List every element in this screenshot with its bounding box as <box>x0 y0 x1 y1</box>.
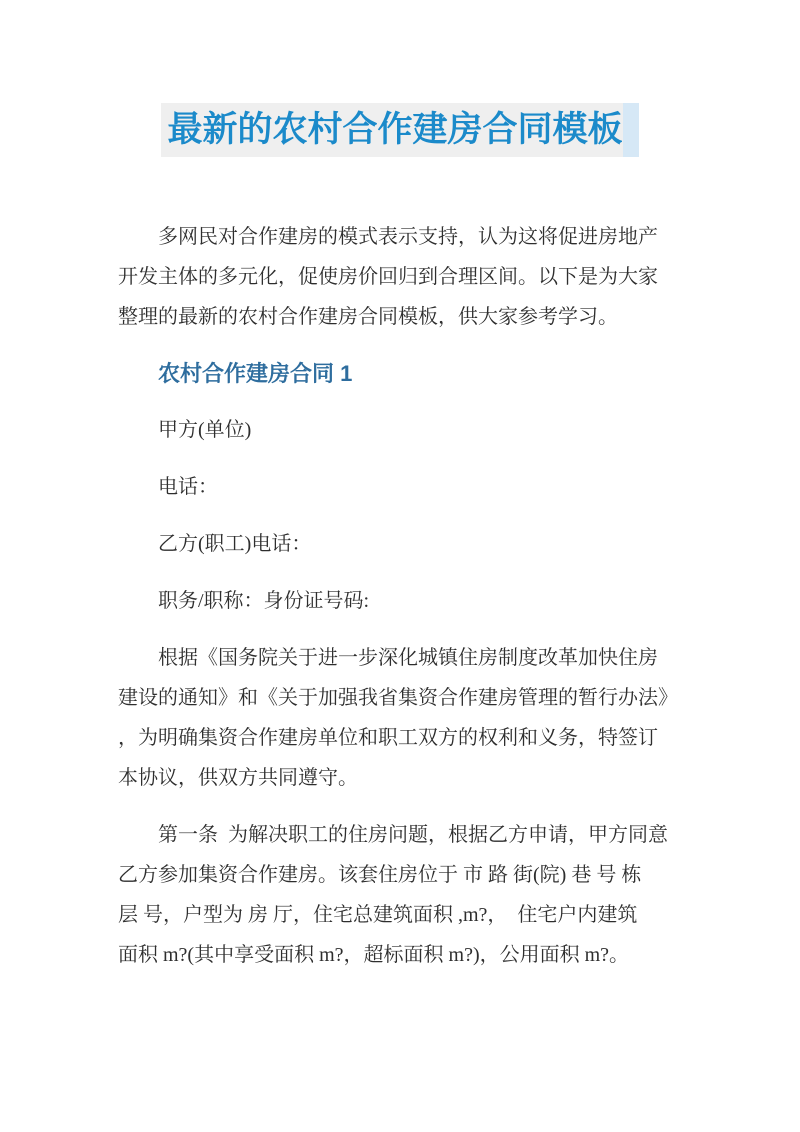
field-line: 乙方(职工)电话： <box>158 533 312 555</box>
paragraph-line: 整理的最新的农村合作建房合同模板，供大家参考学习。 <box>118 306 618 328</box>
intro-paragraph <box>118 217 690 337</box>
field-line: 职务/职称：身份证号码: <box>158 590 370 612</box>
paragraph-line: 多网民对合作建房的模式表示支持，认为这将促进房地产 <box>158 226 658 248</box>
document-title-row <box>0 0 800 157</box>
paragraph-line: 开发主体的多元化，促使房价回归到合理区间。以下是为大家 <box>118 266 658 288</box>
field-party-b-phone <box>118 524 690 564</box>
paragraph-line: 建设的通知》和《关于加强我省集资合作建房管理的暂行办法》 <box>118 687 678 709</box>
basis-paragraph <box>118 638 690 798</box>
field-title-and-id <box>118 581 690 621</box>
article1-paragraph <box>118 815 690 975</box>
paragraph-line: 根据《国务院关于进一步深化城镇住房制度改革加快住房 <box>158 647 658 669</box>
field-line: 甲方(单位) <box>158 419 252 441</box>
paragraph-line: 层 号，户型为 房 厅，住宅总建筑面积 ,m?， 住宅户内建筑 <box>118 904 638 926</box>
field-party-a <box>118 410 690 450</box>
paragraph-line: ，为明确集资合作建房单位和职工双方的权利和义务，特签订 <box>118 727 658 749</box>
paragraph-line: 乙方参加集资合作建房。该套住房位于 市 路 街(院) 巷 号 栋 <box>118 864 642 886</box>
field-phone <box>118 467 690 507</box>
page-title: 最新的农村合作建房合同模板 <box>161 103 622 157</box>
field-line: 电话： <box>158 476 218 498</box>
selection-highlight-tail <box>623 103 639 157</box>
paragraph-line: 第一条 为解决职工的住房问题，根据乙方申请，甲方同意 <box>158 824 668 846</box>
section-heading: 农村合作建房合同 1 <box>158 361 353 386</box>
paragraph-line: 面积 m?(其中享受面积 m?，超标面积 m?)，公用面积 m?。 <box>118 944 630 966</box>
document-body <box>118 217 690 975</box>
paragraph-line: 本协议，供双方共同遵守。 <box>118 767 358 789</box>
